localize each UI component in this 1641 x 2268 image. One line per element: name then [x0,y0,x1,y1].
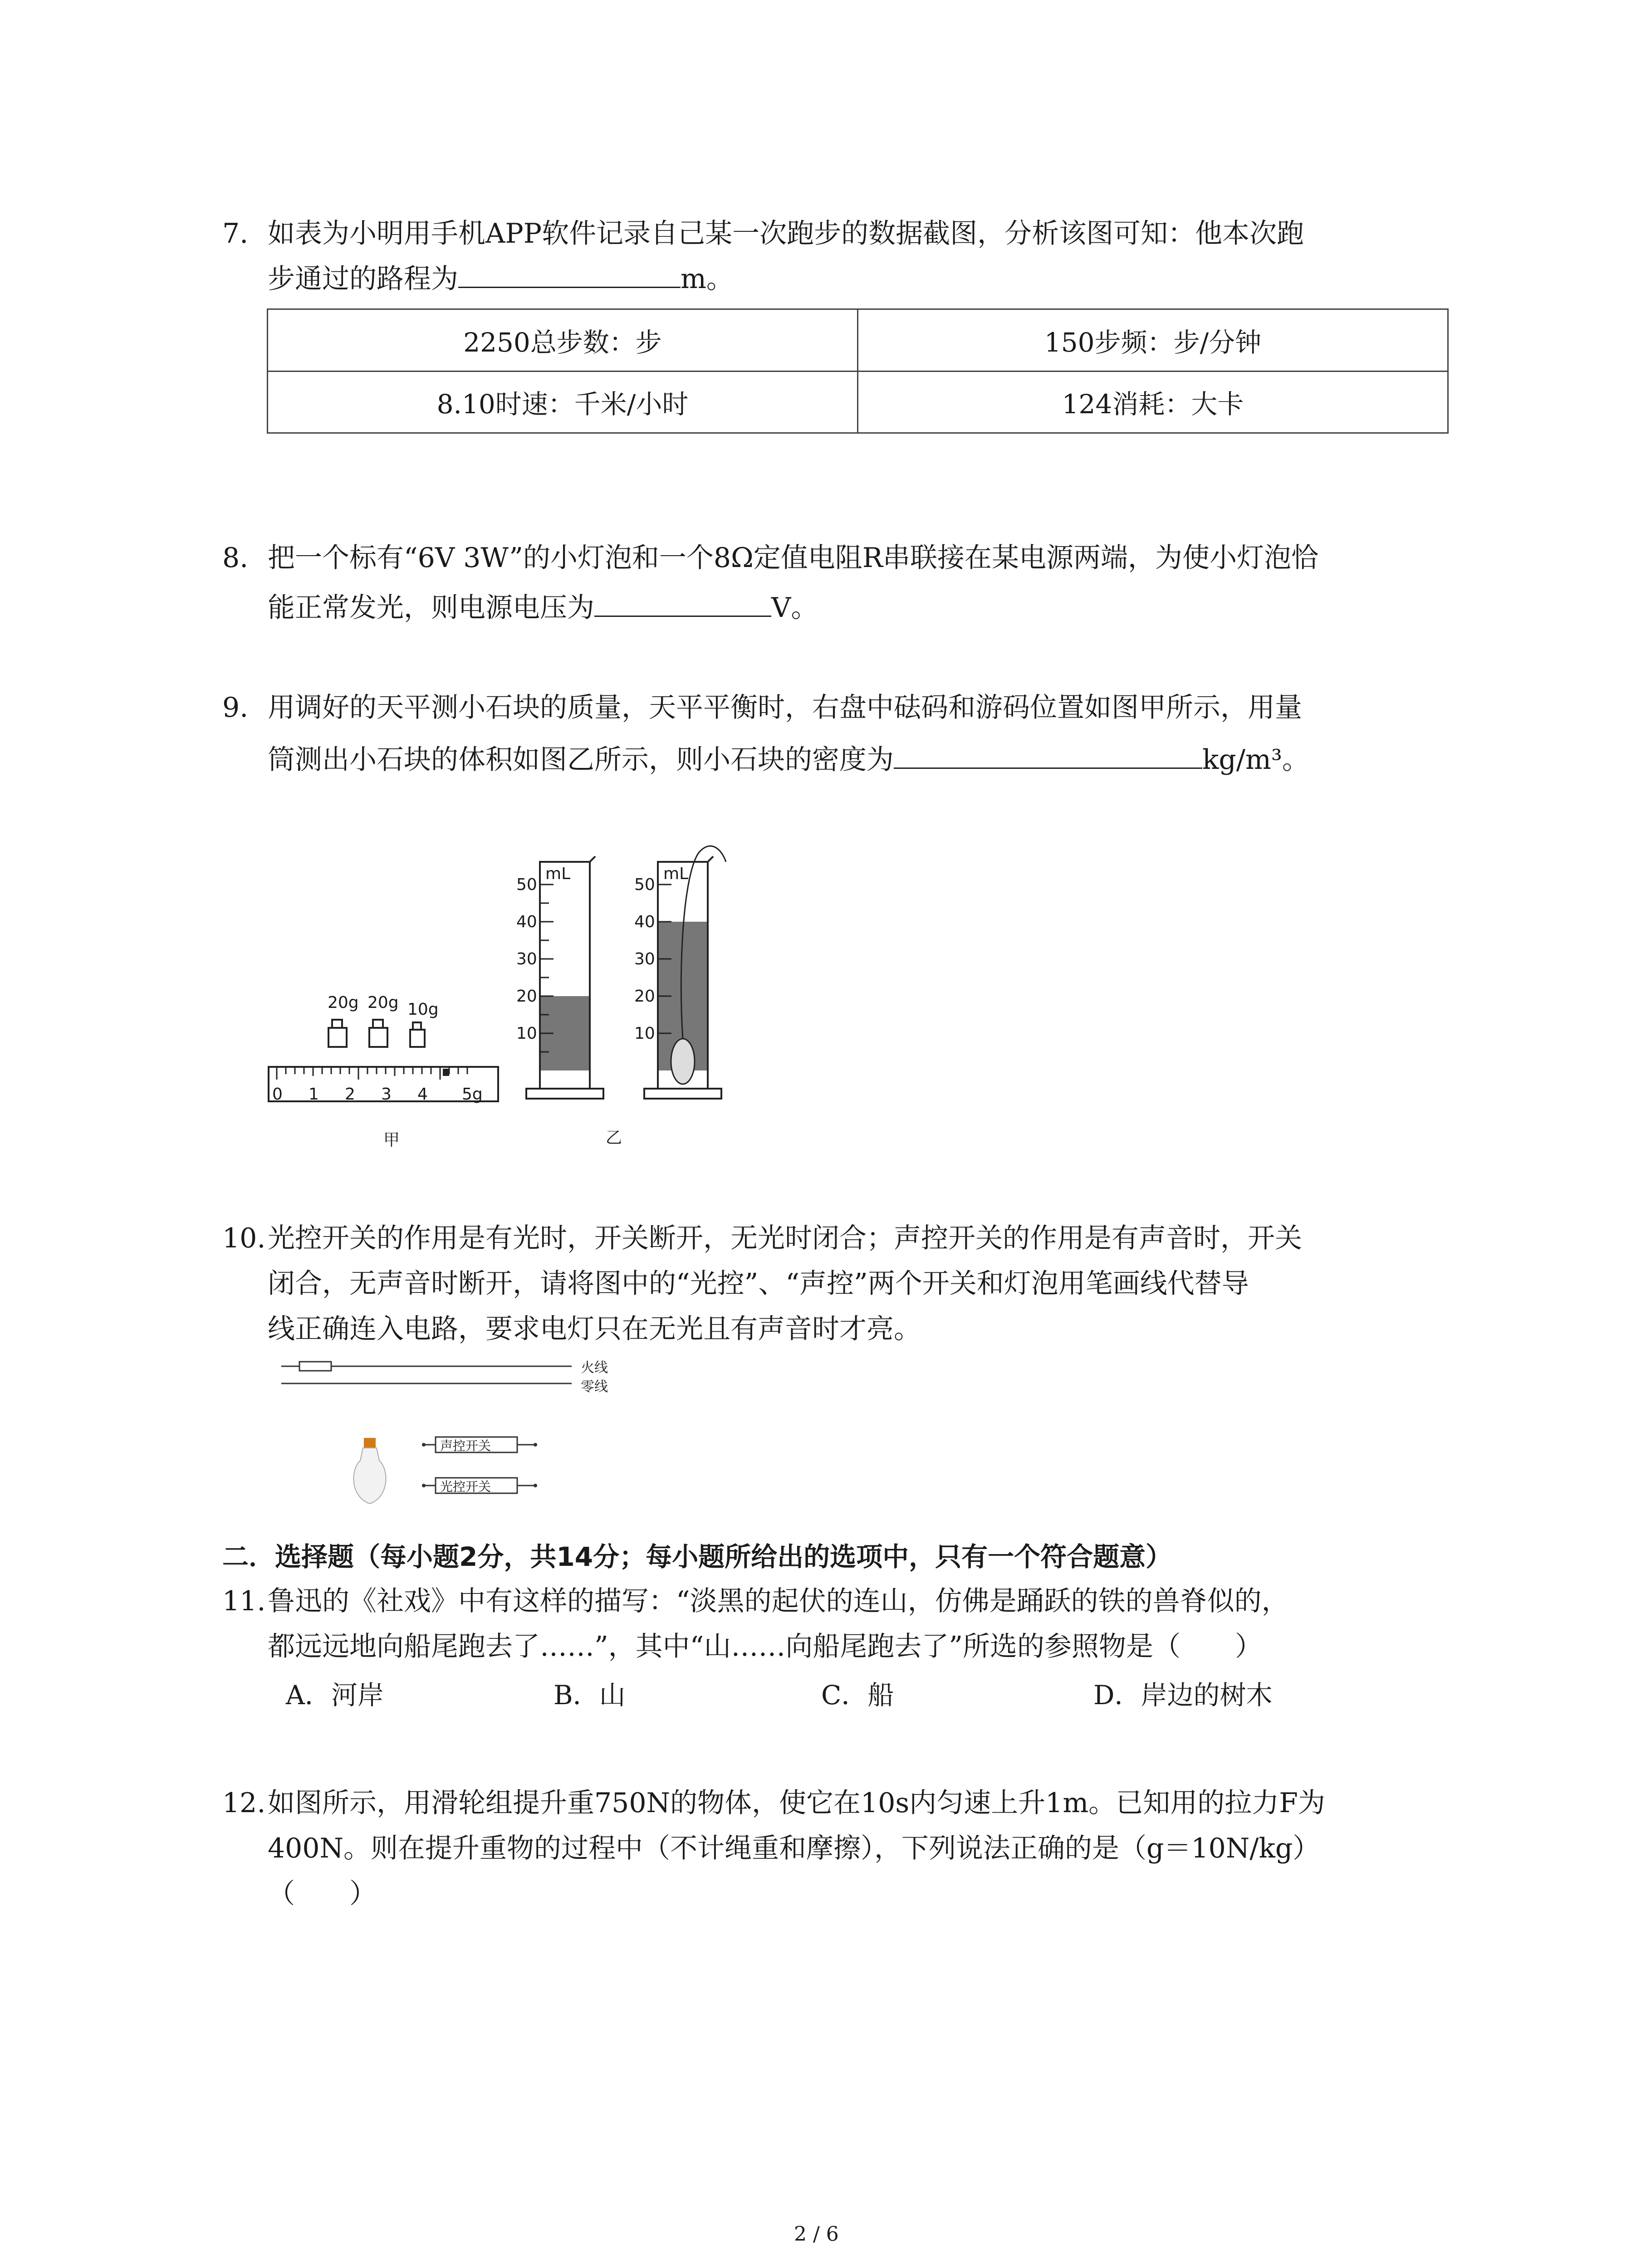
q12-text-line1: 如图所示，用滑轮组提升重750N的物体，使它在10s内匀速上升1m。已知用的拉力F为 [268,1787,1325,1819]
table-row [268,309,1448,371]
option-d[interactable]: D．岸边的树木 [1093,1680,1273,1711]
cylinder-tick: 10 [516,1024,537,1043]
q10-number: 10. [222,1222,266,1254]
q12-number: 12. [222,1787,266,1819]
scale-label: 2 [345,1085,355,1104]
weight-label: 20g [328,993,359,1012]
q9-answer-blank[interactable] [894,740,1202,769]
q11-options [286,1674,1420,1710]
scale-label: 4 [417,1085,428,1104]
q12-line3 [268,1871,377,1916]
weight-label: 10g [407,1000,439,1019]
q12-line2 [268,1826,1320,1871]
scale-label: 0 [272,1085,283,1104]
q7-answer-blank[interactable] [458,259,681,288]
q11-line1 [222,1579,1289,1624]
cylinder-tick: 40 [634,913,655,931]
q10-line3 [268,1306,921,1352]
q12-text-line2: 400N。则在提升重物的过程中（不计绳重和摩擦），下列说法正确的是（g＝10N/kg） [268,1833,1320,1864]
scale-label: 1 [309,1085,319,1104]
section-2-heading: 二．选择题（每小题2分，共14分；每小题所给出的选项中，只有一个符合题意） [222,1541,1172,1572]
q10-text-line1: 光控开关的作用是有光时，开关断开，无光时闭合；声控开关的作用是有声音时，开关 [268,1222,1302,1254]
q11-text-line2: 都远远地向船尾跑去了……”，其中“山……向船尾跑去了”所选的参照物是（ ） [268,1631,1263,1662]
cylinder-tick: 30 [634,950,655,968]
q10-line2 [268,1261,1249,1306]
q9-unit: kg/m³。 [1202,744,1309,776]
q10-circuit-figure [281,1356,644,1520]
wires-icon [281,1356,581,1393]
page-number: 2 / 6 [794,2223,839,2246]
q11-line2 [268,1624,1262,1669]
scale-label: 5g [462,1085,483,1104]
q9-figure-balance [268,980,504,1170]
cylinder-unit: mL [663,865,689,883]
light-bulb-icon [349,1438,390,1506]
figure-label-b: 乙 [606,1129,622,1147]
table-cell: 150步频：步/分钟 [858,309,1448,371]
q11-number: 11. [222,1585,266,1617]
q7-line1 [222,211,1304,256]
q8-line2 [268,585,818,631]
q8-number: 8. [222,542,249,574]
q9-text-line1: 用调好的天平测小石块的质量，天平平衡时，右盘中砝码和游码位置如图甲所示，用量 [268,692,1302,723]
cylinder-tick: 40 [516,913,537,931]
table-row [268,371,1448,433]
q8-text-line2: 能正常发光，则电源电压为 [268,592,594,624]
q7-line2 [268,256,734,302]
table-cell: 124消耗：大卡 [858,371,1448,433]
q9-line2 [268,737,1309,782]
light-switch-label: 光控开关 [440,1479,491,1494]
weight-label: 20g [367,993,399,1012]
scale-label: 3 [381,1085,392,1104]
option-c[interactable]: C．船 [821,1680,894,1711]
option-b[interactable]: B．山 [554,1680,626,1711]
fire-wire-label: 火线 [581,1360,608,1376]
q7-number: 7. [222,218,249,249]
q7-text-line1: 如表为小明用手机APP软件记录自己某一次跑步的数据截图，分析该图可知：他本次跑 [268,218,1304,249]
neutral-wire-label: 零线 [581,1379,608,1395]
table-cell: 2250总步数：步 [268,309,858,371]
q12-line1 [222,1780,1325,1826]
q7-text-line2: 步通过的路程为 [268,263,458,295]
q8-line1 [222,535,1318,581]
q10-line1 [222,1216,1302,1261]
q9-number: 9. [222,692,249,723]
q10-text-line3: 线正确连入电路，要求电灯只在无光且有声音时才亮。 [268,1313,921,1345]
q7-unit: m。 [681,263,734,295]
q7-data-table [267,308,1449,434]
cylinder-tick: 50 [634,875,655,894]
sound-switch-label: 声控开关 [440,1438,491,1453]
cylinder-tick: 50 [516,875,537,894]
figure-label-a: 甲 [383,1131,400,1149]
q9-figure-cylinders [508,853,762,1152]
q8-unit: V。 [771,592,818,624]
q9-line1 [222,685,1302,730]
cylinder-tick: 30 [516,950,537,968]
table-cell: 8.10时速：千米/小时 [268,371,858,433]
cylinder-tick: 20 [516,987,537,1006]
scale-labels [272,1085,499,1105]
q8-answer-blank[interactable] [594,588,771,617]
cylinder-tick: 20 [634,987,655,1006]
q10-text-line2: 闭合，无声音时断开，请将图中的“光控”、“声控”两个开关和灯泡用笔画线代替导 [268,1268,1249,1300]
weights-icon [327,1016,445,1052]
cylinder-unit: mL [545,865,571,883]
q12-text-line3: （ ） [268,1878,377,1910]
option-a[interactable]: A．河岸 [286,1680,384,1711]
q8-text-line1: 把一个标有“6V 3W”的小灯泡和一个8Ω定值电阻R串联接在某电源两端，为使小灯泡恰 [268,542,1318,574]
q11-text-line1: 鲁迅的《社戏》中有这样的描写：“淡黑的起伏的连山，仿佛是踊跃的铁的兽脊似的， [268,1585,1289,1617]
q9-text-line2: 筒测出小石块的体积如图乙所示，则小石块的密度为 [268,744,894,776]
cylinder-tick: 10 [634,1024,655,1043]
